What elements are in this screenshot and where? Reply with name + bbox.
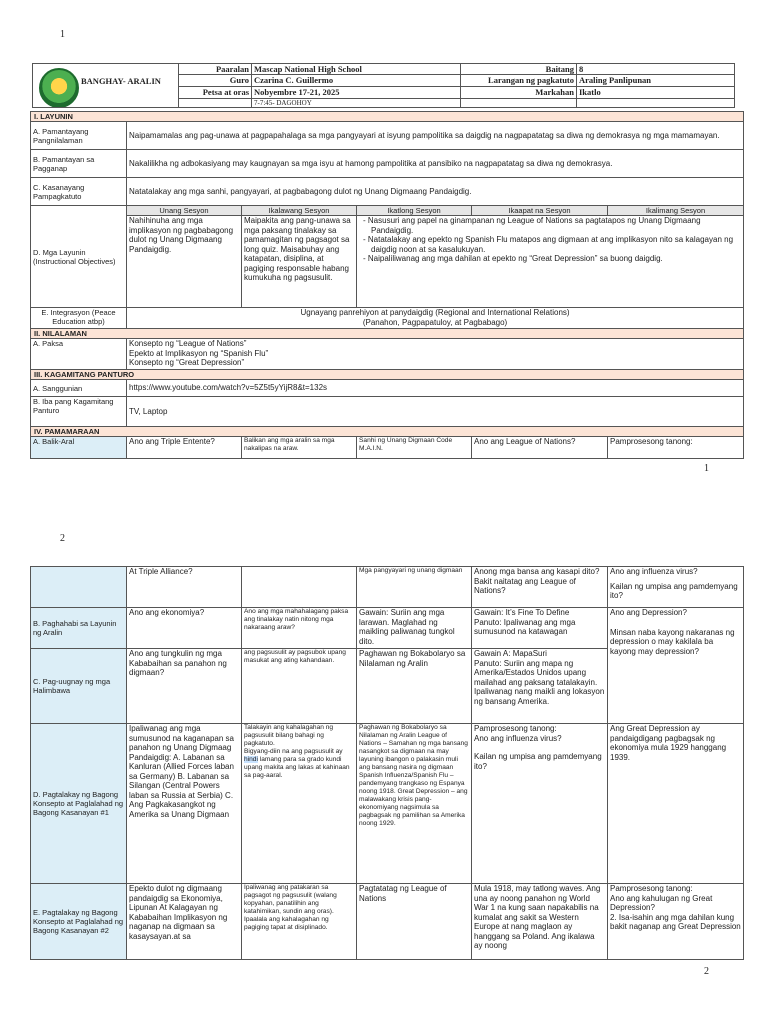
larangan-value: Araling Panlipunan	[577, 75, 735, 87]
document-title: BANGHAY- ARALIN	[81, 76, 161, 86]
section-layunin: I. LAYUNIN	[31, 112, 744, 122]
session-header-1: Unang Sesyon	[127, 206, 242, 216]
layunin-sesyon-3-5	[357, 216, 744, 308]
guro-value: Czarina C. Guillermo	[252, 75, 461, 87]
pamantayang-pangnilalaman-label: A. Pamantayang Pangnilalaman	[31, 122, 127, 150]
kasanayang-pampagkatuto-label: C. Kasanayang Pampagkatuto	[31, 178, 127, 206]
guro-label: Guro	[179, 75, 252, 87]
pagtalakay-1-sesyon-3: Paghawan ng Bokabolaryo sa Nilalaman ng Aralin League of Nations – Samahan ng mga bansang nasangkot sa digmaan na may layuning ibangon o palakasin muli ang bansang nasira ng digmaan Spanish Influenza/Spanish Flu – pandemyang trangkaso ng Espanya noong 1918. Great Depression – ang malawakang krisis pang-ekonomiyang nagsimula sa pagbagsak ng pamilihan sa Amerika noong 1929.	[357, 724, 472, 884]
balik-aral-label: A. Balik-Aral	[31, 437, 127, 459]
pagtalakay-2-label: E. Pagtalakay ng Bagong Konsepto at Paglalahad ng Bagong Kasanayan #2	[31, 884, 127, 960]
page-number-bottom-2: 2	[704, 966, 709, 977]
baitang-value: 8	[577, 64, 735, 75]
paaralan-label: Paaralan	[179, 64, 252, 75]
session-header-5: Ikalimang Sesyon	[608, 206, 744, 216]
pagtalakay-1-sesyon-2: Talakayin ang kahalagahan ng pagsusulit bilang bahagi ng pagkatuto. Bigyang-diin na ang pagsusulit ay hindi lamang para sa grado kundi upang makita ang lakas at kahinaan sa pag-aaral.	[242, 724, 357, 884]
balik-aral-sesyon-2: Balikan ang mga aralin sa mga nakalipas na araw.	[242, 437, 357, 459]
paghahabi-sesyon-4: Gawain: It’s Fine To Define Panuto: Ipaliwanag ang mga sumusunod na katawagan	[472, 608, 608, 649]
pagtalakay-1-sesyon-5: Ang Great Depression ay pandaigdigang pagbagsak ng ekonomiya mula 1929 hanggang 1939.	[608, 724, 744, 884]
baitang-label: Baitang	[461, 64, 577, 75]
pagtalakay-2-sesyon-2: Ipaliwanag ang patakaran sa pagsagot ng pagsusulit (walang kopyahan, panatilihin ang katahimikan, sundin ang oras). Ipaalala ang kahalagahan ng pagiging tapat at disiplinado.	[242, 884, 357, 960]
balik-aral-cont-sesyon-4: Anong mga bansa ang kasapi dito? Bakit naitatag ang League of Nations?	[472, 567, 608, 608]
balik-aral-cont-sesyon-5: Ano ang influenza virus? Kailan ng umpisa ang pamdemyang ito?	[608, 567, 744, 608]
balik-aral-sesyon-4: Ano ang League of Nations?	[472, 437, 608, 459]
integrasyon-value: Ugnayang panrehiyon at panydaigdig (Regional and International Relations) (Panahon, Pagpapatuloy, at Pagbabago)	[127, 308, 744, 329]
pag-uugnay-sesyon-3: Paghawan ng Bokabolaryo sa Nilalaman ng Aralin	[357, 649, 472, 724]
paksa-label: A. Paksa	[31, 339, 127, 370]
balik-aral-cont-sesyon-1: At Triple Alliance?	[127, 567, 242, 608]
header-table	[32, 63, 735, 108]
integrasyon-label: E. Integrasyon (Peace Education atbp)	[31, 308, 127, 329]
larangan-label: Larangan ng pagkatuto	[461, 75, 577, 87]
layunin-sesyon-1: Nahihinuha ang mga implikasyon ng pagbabagong dulot ng Unang Digmaang Pandaigdig.	[127, 216, 242, 308]
oras-value: 7-7:45- DAGOHOY	[252, 99, 461, 108]
markahan-value: Ikatlo	[577, 87, 735, 99]
petsa-label: Petsa at oras	[179, 87, 252, 99]
session-header-2: Ikalawang Sesyon	[242, 206, 357, 216]
sanggunian-link[interactable]: https://www.youtube.com/watch?v=5Z5t5yYijR8&t=132s	[127, 380, 744, 397]
layunin-bullet-2: - Natatalakay ang epekto ng Spanish Flu matapos ang digmaan at ang implikasyon nito sa kalagayan ng daigdig noon at sa kasalukuyan.	[363, 235, 734, 254]
pag-uugnay-sesyon-2: ang pagsusulit ay pagsubok upang masukat ang ating kahandaan.	[242, 649, 357, 724]
kasanayang-pampagkatuto-value: Natatalakay ang mga sanhi, pangyayari, at pagbabagong dulot ng Unang Digmaang Pandaigdig.	[127, 178, 744, 206]
mga-layunin-label: D. Mga Layunin (Instructional Objectives)	[31, 206, 127, 308]
pag-uugnay-label: C. Pag-uugnay ng mga Halimbawa	[31, 649, 127, 724]
paghahabi-sesyon-1: Ano ang ekonomiya?	[127, 608, 242, 649]
section-pamamaraan: IV. PAMAMARAAN	[31, 427, 744, 437]
pamantayan-sa-pagganap-value: Nakalilikha ng adbokasiyang may kaugnayan sa mga isyu at hamong pampolitika at pansibiko na nagpapatatag sa diwa ng demokrasya.	[127, 150, 744, 178]
pag-uugnay-sesyon-4: Gawain A: MapaSuri Panuto: Suriin ang mapa ng Amerika/Estados Unidos upang mailahad ang paksang tatalakayin. Ipaliwanag nang maikli ang lokasyon ng bansang Amerika.	[472, 649, 608, 724]
balik-aral-sesyon-5: Pamprosesong tanong:	[608, 437, 744, 459]
iba-pang-kagamitan-value: TV, Laptop	[127, 397, 744, 427]
section-kagamitan: III. KAGAMITANG PANTURO	[31, 370, 744, 380]
markahan-label: Markahan	[461, 87, 577, 99]
balik-aral-cont-sesyon-2	[242, 567, 357, 608]
layunin-sesyon-2: Maipakita ang pang-unawa sa mga paksang tinalakay sa pamamagitan ng pagsagot sa long quiz. Maisabuhay ang katapatan, disiplina, at pagiging responsable habang kumukuha ng pagsusulit.	[242, 216, 357, 308]
pamantayan-sa-pagganap-label: B. Pamantayan sa Pagganap	[31, 150, 127, 178]
balik-aral-sesyon-1: Ano ang Triple Entente?	[127, 437, 242, 459]
paghahabi-sesyon-3: Gawain: Suriin ang mga larawan. Maglahad ng maikling paliwanag tungkol dito.	[357, 608, 472, 649]
pamantayang-pangnilalaman-value: Naipamamalas ang pag-unawa at pagpapahalaga sa mga pangyayari at isyung pampolitika sa daigdig na nagpapatatag sa diwa ng demokrasya ng mga mamamayan.	[127, 122, 744, 150]
pagtalakay-2-sesyon-5: Pamprosesong tanong: Ano ang kahulugan ng Great Depression? 2. Isa-isahin ang mga dahilan kung bakit naganap ang Great Depression	[608, 884, 744, 960]
sanggunian-label: A. Sanggunian	[31, 380, 127, 397]
pagtalakay-1-sesyon-4: Pamprosesong tanong: Ano ang influenza virus? Kailan ng umpisa ang pamdemyang ito?	[472, 724, 608, 884]
petsa-value: Nobyembre 17-21, 2025	[252, 87, 461, 99]
page-number-top-2: 2	[60, 533, 65, 544]
pagtalakay-2-sesyon-1: Epekto dulot ng digmaang pandaigdig sa Ekonomiya, Lipunan At Kalagayan ng Kababaihan Implikasyon ng naganap na digmaan sa kasaysayan.at sa	[127, 884, 242, 960]
pagtalakay-1-label: D. Pagtalakay ng Bagong Konsepto at Paglalahad ng Bagong Kasanayan #1	[31, 724, 127, 884]
pagtalakay-2-sesyon-4: Mula 1918, may tatlong waves. Ang una ay noong panahon ng World War 1 na kung saan napakabilis na kumalat ang sakit sa Western Europe at nang maglaon ay hanggang sa Poland. Ang ikalawa ay noong	[472, 884, 608, 960]
school-seal-icon	[39, 68, 79, 108]
lesson-plan-table-1	[30, 111, 744, 459]
page-number-bottom-1: 1	[704, 463, 709, 474]
pagtalakay-1-sesyon-1: Ipaliwanag ang mga sumusunod na kaganapan sa panahon ng Unang Digmaag Pandaigdig: A. Labanan sa Kanluran (Allied Forces laban sa Germany) B. Labanan sa Silangan (Central Powers laban sa Russia at Serbia) C. Ang Pagkakasangkot ng Amerika sa Unang Digmaan	[127, 724, 242, 884]
header-logo-cell	[33, 64, 179, 108]
paghahabi-label: B. Paghahabi sa Layunin ng Aralin	[31, 608, 127, 649]
pag-uugnay-sesyon-1: Ano ang tungkulin ng mga Kababaihan sa panahon ng digmaan?	[127, 649, 242, 724]
iba-pang-kagamitan-label: B. Iba pang Kagamitang Panturo	[31, 397, 127, 427]
session-header-4: Ikaapat na Sesyon	[472, 206, 608, 216]
paaralan-value: Mascap National High School	[252, 64, 461, 75]
session-header-3: Ikatlong Sesyon	[357, 206, 472, 216]
paghahabi-sesyon-2: Ano ang mga mahahalagang paksa ang tinalakay natin nitong mga nakaraang araw?	[242, 608, 357, 649]
lesson-plan-table-2	[30, 566, 744, 960]
paghahabi-sesyon-5: Ano ang Depression? Minsan naba kayong nakaranas ng depression o may kakilala ba kayong may depression?	[608, 608, 744, 724]
layunin-bullet-3: - Naipaliliwanag ang mga dahilan at epekto ng “Great Depression” sa buong daigdig.	[363, 254, 663, 263]
balik-aral-cont-sesyon-3: Mga pangyayari ng unang digmaan	[357, 567, 472, 608]
balik-aral-continued-label	[31, 567, 127, 608]
paksa-value: Konsepto ng “League of Nations” Epekto at Implikasyon ng “Spanish Flu” Konsepto ng “Great Depression”	[127, 339, 744, 370]
page-number-top-1: 1	[60, 29, 65, 40]
pagtalakay-2-sesyon-3: Pagtatatag ng League of Nations	[357, 884, 472, 960]
balik-aral-sesyon-3: Sanhi ng Unang Digmaan Code M.A.I.N.	[357, 437, 472, 459]
layunin-bullet-1: - Nasusuri ang papel na ginampanan ng League of Nations sa pagtatapos ng Unang Digmaang Pandaigdig.	[363, 216, 701, 235]
section-nilalaman: II. NILALAMAN	[31, 329, 744, 339]
